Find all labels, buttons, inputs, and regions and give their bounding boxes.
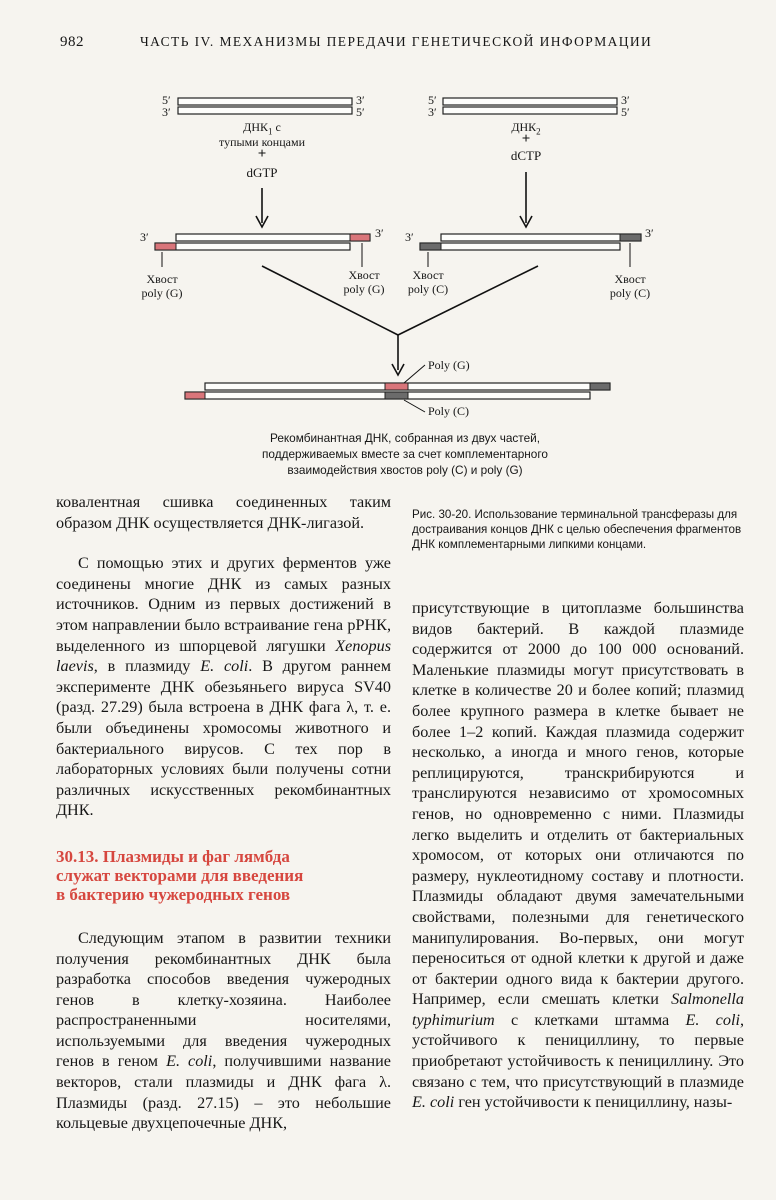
- dna1-end-3-top: 3′: [356, 93, 365, 107]
- dna2-tail-c-right: [620, 234, 641, 241]
- dctp-label: dCTP: [510, 148, 542, 163]
- dna2-end-5-bottom: 5′: [621, 105, 630, 119]
- page-number: 982: [60, 34, 84, 50]
- inline-caption-line-3: взаимодействия хвостов poly (C) и poly (G): [287, 463, 523, 477]
- dna2-tailed-bottom: [420, 243, 620, 250]
- dna1-end-5-bottom: 5′: [356, 105, 365, 119]
- poly-c-pointer: [404, 400, 425, 412]
- dna2-tailed-top: [441, 234, 641, 241]
- recomb-c-right: [590, 383, 610, 390]
- dgtp-label: dGTP: [246, 165, 278, 180]
- page-header: [60, 34, 676, 51]
- running-head: ЧАСТЬ IV. МЕХАНИЗМЫ ПЕРЕДАЧИ ГЕНЕТИЧЕСКОЙ ИНФОРМАЦИИ: [140, 34, 653, 49]
- dna1-tailed-end-3-left: 3′: [140, 230, 149, 244]
- dna2-tail-c-left: [420, 243, 441, 250]
- tail-label-1: Хвост poly (G): [141, 272, 183, 300]
- dna1-tail-g-left: [155, 243, 176, 250]
- recomb-c-center: [385, 392, 408, 399]
- dna2-end-3-top: 3′: [621, 93, 630, 107]
- dna1-tail-g-right: [350, 234, 370, 241]
- plus-2: +: [521, 131, 531, 147]
- recomb-g-left: [185, 392, 205, 399]
- right-column: [412, 598, 744, 1113]
- poly-c-label: Poly (C): [428, 404, 470, 418]
- paragraph-ligase: ковалентная сшивка соединенных таким образом ДНК осуществляется ДНК-лигазой.: [56, 493, 391, 532]
- dna1-blunt-label: тупыми концами: [219, 135, 305, 149]
- tail-label-2: Хвост poly (G): [343, 268, 385, 296]
- dna1-label: $ДНК_1$ с: [243, 120, 281, 137]
- inline-caption-line-1: Рекомбинантная ДНК, собранная из двух частей,: [269, 431, 541, 445]
- plus-1: +: [257, 146, 267, 162]
- figure-inline-caption: [170, 430, 640, 478]
- dna2-top-strand: [443, 98, 617, 105]
- dna2-bottom-strand: [443, 107, 617, 114]
- paragraph-vectors: Следующим этапом в развитии техники получения рекомбинантных ДНК была разработка способов введения чужеродных генов в клетку-хозяина. Наиболее распространенными носителями, используемыми для введения чужеродных генов в геном E. coli, получившими название векторов, стали плазмиды и ДНК фага λ. Плазмиды (разд. 27.15) – это небольшие кольцевые двухцепочечные ДНК,: [56, 928, 391, 1133]
- dna2-end-3-bottom: 3′: [428, 105, 437, 119]
- dna2-tailed-end-3-right: 3′: [645, 226, 654, 240]
- dna2-label: $ДНК_2$: [511, 120, 541, 137]
- tail-label-4: Хвост poly (C): [609, 272, 651, 300]
- left-column: [56, 492, 391, 1134]
- poly-g-pointer: [404, 365, 425, 383]
- dna1-top-strand: [178, 98, 352, 105]
- dna1-tailed-bottom: [155, 243, 350, 250]
- dna1-bottom-strand: [178, 107, 352, 114]
- dna1-tailed-top: [176, 234, 370, 241]
- section-heading: 30.13. Плазмиды и фаг лямбда служат векторами для введения в бактерию чужеродных генов: [56, 846, 304, 904]
- poly-g-label: Poly (G): [428, 358, 470, 372]
- inline-caption-line-2: поддерживаемых вместе за счет комплементарного: [262, 447, 548, 461]
- recomb-g-center: [385, 383, 408, 390]
- paragraph-plasmids: присутствующие в цитоплазме большинства видов бактерий. В каждой плазмиде содержится от 2000 до 100 000 оснований. Маленькие плазмиды могут присутствовать в клетке в количестве 20 и более копий; плазмид более крупного размера в клетке бывает не более 1–2 копий. Каждая плазмида содержит несколько, а иногда и много генов, которые реплицируются, транскрибируются и транслируются независимо от хромосомных генов, но одновременно с ними. Плазмиды легко выделить и отделить от бактериальных хромосом, от которых они отличаются по размеру, нуклеотидному составу и плотности. Плазмиды обладают двумя замечательными свойствами, полезными для генетического манипулирования. Во-первых, они могут переноситься от одной клетки к другой и даже от бактерии одного вида к бактерии другого. Например, если смешать клетки Salmonella typhimurium с клетками штамма E. coli, устойчивого к пенициллину, то первые приобретают устойчивость к пенициллину. Это связано с тем, что присутствующий в плазмиде E. coli ген устойчивости к пенициллину, назы-: [412, 599, 744, 1112]
- dna1-end-3-bottom: 3′: [162, 105, 171, 119]
- dna1-end-5-top: 5′: [162, 93, 171, 107]
- dna1-tailed-end-3-right: 3′: [375, 226, 384, 240]
- paragraph-recombinant-examples: С помощью этих и других ферментов уже соединены многие ДНК из самых разных источников. Одним из первых достижений в этом направлении было встраивание гена рРНК, выделенного из шпорцевой лягушки Xenopus laevis, в плазмиду E. coli. В другом раннем эксперименте ДНК обезьяньего вируса SV40 (разд. 27.29) была встроена в ДНК фага λ, т. е. были объединены хромосомы животного и бактериального вирусов. С тех пор в лабораторных условиях были получены сотни различных искусственных рекомбинантных ДНК.: [56, 554, 391, 820]
- tail-label-3: Хвост poly (C): [407, 268, 449, 296]
- dna2-tailed-end-3-left: 3′: [405, 230, 414, 244]
- figure-caption: Рис. 30-20. Использование терминальной трансферазы для достраивания концов ДНК с целью обеспечения фрагментов ДНК комплементарными липкими концами.: [412, 508, 742, 551]
- dna2-end-5-top: 5′: [428, 93, 437, 107]
